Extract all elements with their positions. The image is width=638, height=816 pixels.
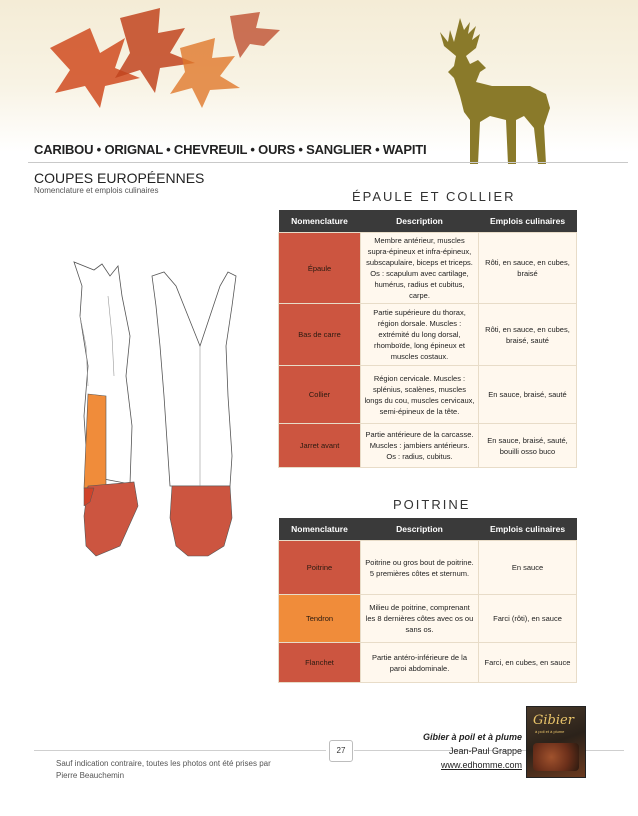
- cut-name: Tendron: [279, 595, 361, 643]
- page-number: 27: [329, 740, 353, 762]
- cut-uses: En sauce: [479, 541, 577, 595]
- footer-divider-left: [34, 750, 326, 751]
- column-header: Emplois culinaires: [479, 518, 577, 541]
- cut-uses: En sauce, braisé, sauté: [479, 366, 577, 424]
- book-cover-title: Gibier: [533, 713, 574, 728]
- cut-uses: Farci (rôti), en sauce: [479, 595, 577, 643]
- table-row: [279, 541, 577, 595]
- cut-description: Partie antéro-inférieure de la paroi abdominale.: [361, 643, 479, 683]
- book-cover-image: [526, 706, 586, 778]
- cut-description: Milieu de poitrine, comprenant les 8 dernières côtes avec os ou sans os.: [361, 595, 479, 643]
- table-header-row: [279, 518, 577, 541]
- table-row: [279, 595, 577, 643]
- publisher-link[interactable]: www.edhomme.com: [440, 760, 522, 770]
- column-header: Description: [361, 518, 479, 541]
- table-row: [279, 233, 577, 304]
- carcass-front-view: [152, 272, 236, 556]
- column-header: Nomenclature: [279, 518, 361, 541]
- cut-name: Collier: [279, 366, 361, 424]
- book-cover-subtitle: à poil et à plume: [535, 729, 565, 734]
- table-header-row: [279, 210, 577, 233]
- cut-name: Flanchet: [279, 643, 361, 683]
- header-banner: [0, 0, 638, 152]
- page-title: COUPES EUROPÉENNES: [34, 170, 205, 186]
- section-heading-shoulder: ÉPAULE ET COLLIER: [352, 189, 516, 204]
- column-header: Description: [361, 210, 479, 233]
- book-title: Gibier à poil et à plume: [422, 732, 522, 742]
- cut-name: Poitrine: [279, 541, 361, 595]
- species-list: CARIBOU • ORIGNAL • CHEVREUIL • OURS • SANGLIER • WAPITI: [34, 142, 427, 157]
- table-row: [279, 366, 577, 424]
- carcass-diagram: [60, 256, 250, 586]
- tendron-region: [84, 394, 106, 488]
- column-header: Nomenclature: [279, 210, 361, 233]
- cut-description: Poitrine ou gros bout de poitrine. 5 premières côtes et sternum.: [361, 541, 479, 595]
- book-cover-art: [533, 743, 579, 771]
- cut-name: Jarret avant: [279, 424, 361, 468]
- cut-description: Partie supérieure du thorax, région dorsale. Muscles : extrémité du long dorsal, rhomboïde, long épineux et muscles costaux.: [361, 304, 479, 366]
- cut-name: Épaule: [279, 233, 361, 304]
- carcass-side-view: [74, 262, 138, 556]
- shoulder-table: [278, 210, 577, 468]
- cut-description: Partie antérieure de la carcasse. Muscles : jambiers antérieurs. Os : radius, cubitus.: [361, 424, 479, 468]
- cut-uses: Rôti, en sauce, en cubes, braisé, sauté: [479, 304, 577, 366]
- photo-credit: Sauf indication contraire, toutes les photos ont été prises par Pierre Beauchemin: [56, 759, 271, 780]
- cut-uses: Farci, en cubes, en sauce: [479, 643, 577, 683]
- column-header: Emplois culinaires: [479, 210, 577, 233]
- cut-description: Région cervicale. Muscles : splénius, scalènes, muscles longs du cou, muscles cervicaux, semi-épineux de la tête.: [361, 366, 479, 424]
- table-row: [279, 424, 577, 468]
- page-subtitle: Nomenclature et emplois culinaires: [34, 186, 159, 195]
- cut-uses: Rôti, en sauce, en cubes, braisé: [479, 233, 577, 304]
- species-bar: [28, 140, 628, 163]
- book-author: Jean-Paul Grappe: [448, 746, 522, 756]
- cut-name: Bas de carre: [279, 304, 361, 366]
- cut-uses: En sauce, braisé, sauté, bouilli osso buco: [479, 424, 577, 468]
- autumn-leaves-image: [30, 8, 290, 118]
- cut-description: Membre antérieur, muscles supra-épineux et infra-épineux, subscapulaire, biceps et triceps. Os : scapulum avec cartilage, humérus, radius et cubitus, carpe.: [361, 233, 479, 304]
- table-row: [279, 304, 577, 366]
- table-row: [279, 643, 577, 683]
- section-heading-breast: POITRINE: [393, 497, 471, 512]
- poitrine-front-region: [170, 486, 232, 556]
- breast-table: [278, 518, 577, 683]
